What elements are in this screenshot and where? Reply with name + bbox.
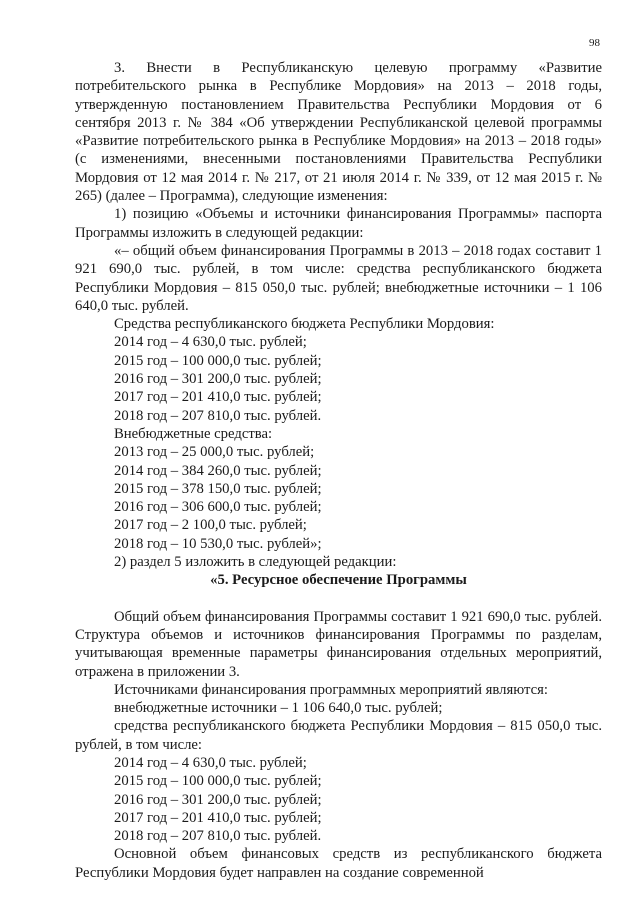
paragraph: 2015 год – 100 000,0 тыс. рублей; — [114, 773, 322, 790]
page-number: 98 — [589, 37, 600, 49]
paragraph: 2014 год – 4 630,0 тыс. рублей; — [114, 334, 307, 351]
paragraph: 2014 год – 384 260,0 тыс. рублей; — [114, 462, 322, 479]
paragraph: 2014 год – 4 630,0 тыс. рублей; — [114, 754, 307, 771]
section-heading: «5. Ресурсное обеспечение Программы — [210, 572, 467, 589]
document-body — [75, 59, 602, 882]
paragraph: 2017 год – 201 410,0 тыс. рублей; — [114, 809, 322, 826]
paragraph: 3. Внести в Республиканскую целевую программу «Развитие потребительского рынка в Республике Мордовия» на 2013 – 2018 годы, утвержденную постановлением Правительства Республики Мордовия от 6 сентября 2013 г. № 384 «Об утверждении Республиканской целевой программы «Развитие потребительского рынка в Республике Мордовия» на 2013 – 2018 годы» (с изменениями, внесенными постановлениями Правительства Республики Мордовия от 12 мая 2014 г. № 217, от 21 июля 2014 г. № 339, от 12 мая 2015 г. № 265) (далее – Программа), следующие изменения: — [75, 60, 602, 205]
paragraph: 2018 год – 207 810,0 тыс. рублей. — [114, 828, 322, 845]
paragraph: 2015 год – 100 000,0 тыс. рублей; — [114, 352, 322, 369]
paragraph: Источниками финансирования программных мероприятий являются: — [114, 681, 548, 698]
paragraph: «– общий объем финансирования Программы в 2013 – 2018 годах составит 1 921 690,0 тыс. рублей, в том числе: средства республиканского бюджета Республики Мордовия – 815 050,0 тыс. рублей; внебюджетные источники – 1 106 640,0 тыс. рублей. — [75, 242, 602, 314]
paragraph: 1) позицию «Объемы и источники финансирования Программы» паспорта Программы изложить в следующей редакции: — [75, 206, 602, 241]
paragraph: 2) раздел 5 изложить в следующей редакции: — [114, 554, 397, 571]
paragraph: средства республиканского бюджета Республики Мордовия – 815 050,0 тыс. рублей, в том числе: — [75, 718, 602, 753]
spacer — [75, 590, 602, 608]
paragraph: 2015 год – 378 150,0 тыс. рублей; — [114, 480, 322, 497]
paragraph: внебюджетные источники – 1 106 640,0 тыс. рублей; — [114, 700, 443, 717]
paragraph: 2017 год – 2 100,0 тыс. рублей; — [114, 517, 307, 534]
paragraph: 2018 год – 10 530,0 тыс. рублей»; — [114, 535, 322, 552]
paragraph: Общий объем финансирования Программы составит 1 921 690,0 тыс. рублей. Структура объемов и источников финансирования Программы по разделам, учитывающая временные параметры финансирования отдельных мероприятий, отражена в приложении 3. — [75, 608, 602, 680]
paragraph: Средства республиканского бюджета Республики Мордовия: — [114, 316, 495, 333]
paragraph: 2016 год – 301 200,0 тыс. рублей; — [114, 371, 322, 388]
paragraph: 2016 год – 301 200,0 тыс. рублей; — [114, 791, 322, 808]
paragraph: Внебюджетные средства: — [114, 425, 273, 442]
paragraph: 2016 год – 306 600,0 тыс. рублей; — [114, 499, 322, 516]
paragraph: 2017 год – 201 410,0 тыс. рублей; — [114, 389, 322, 406]
paragraph: Основной объем финансовых средств из республиканского бюджета Республики Мордовия будет направлен на создание современной — [75, 846, 602, 881]
paragraph: 2013 год – 25 000,0 тыс. рублей; — [114, 444, 315, 461]
paragraph: 2018 год – 207 810,0 тыс. рублей. — [114, 407, 322, 424]
